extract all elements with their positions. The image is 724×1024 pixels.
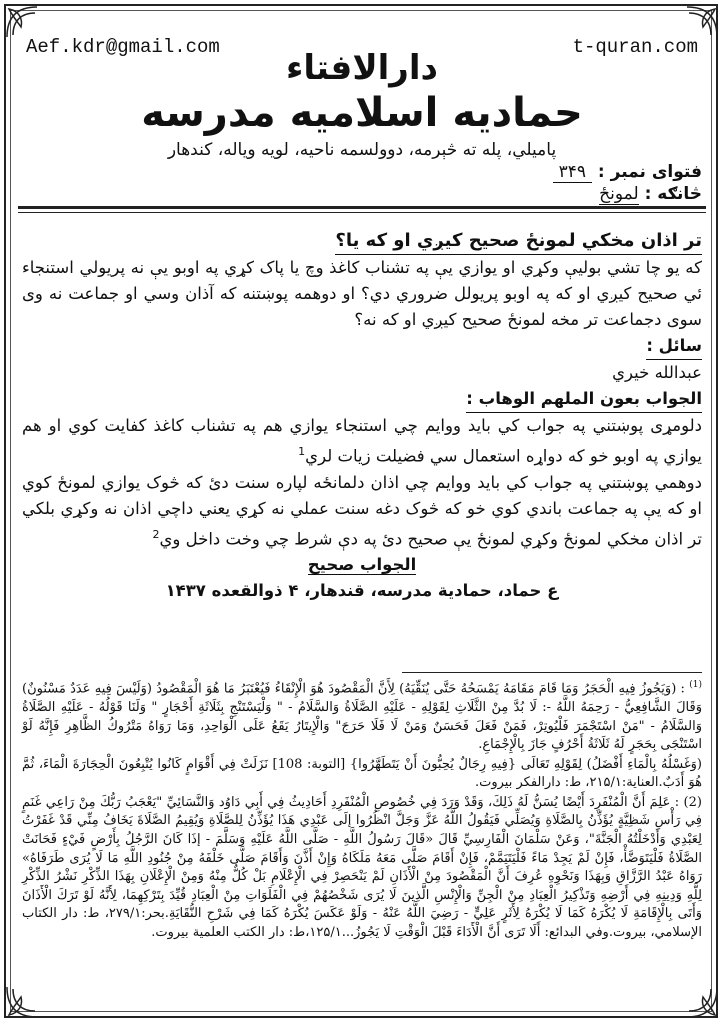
fatwa-number-value: ۳۴۹ bbox=[553, 162, 592, 183]
footnote-divider bbox=[402, 672, 702, 673]
header-divider-thin bbox=[18, 212, 706, 213]
footnotes bbox=[22, 676, 702, 944]
category-value: لمونځ bbox=[599, 184, 639, 204]
footnote-1-continued: (وَغَسْلُهُ بِالْمَاءِ أَفْضَلُ) لِقَوْلِهِ تَعَالَى {فِيهِ رِجَالٌ يُحِبُّونَ أَنْ يَتَطَهَّرُوا} [التوبة: 108] نَزَلَتْ فِي أَقْوَامٍ كَانُوا يُتْبِعُونَ الْحِجَارَةَ الْمَاءَ، ثُمَّ هُوَ أَدَبٌ.العناية:۲۱۵/۱، ط: دارالفکر بیروت. bbox=[22, 756, 703, 791]
asker-label: سائل : bbox=[646, 333, 702, 360]
website-link[interactable]: t-quran.com bbox=[572, 36, 698, 58]
category-field bbox=[599, 184, 702, 204]
footnote-1 bbox=[22, 676, 702, 755]
mufti-signature: ع حماد، حمادیة مدرسه، قندهار، ۴ ذوالقعده ۱۴۳۷ bbox=[165, 581, 559, 600]
madrasa-name: حمادیه اسلامیه مدرسه bbox=[141, 90, 583, 136]
asker-name: عبدالله خیري bbox=[612, 363, 702, 382]
category-label: څانګه : bbox=[644, 184, 702, 204]
fatwa-body bbox=[22, 228, 702, 604]
question-text: که یو چا تشي بولیې وکړي او یوازي یې په تشناب کاغذ وچ یا پاک کړي په اوبو یې نه پریولي استنجاء ئي صحیح کیږي او که په اوبو پریولل ضروري دي؟ او دوهمه پوښتنه که آذان وسي او جماعت نه وی سوی دجماعت تر مخه لمونځ صحیح کیږي او که نه؟ bbox=[22, 258, 702, 329]
answer-paragraph-2-text: دوهمي پوښتني په جواب کي باید ووایم چي اذان دلمانځه لپاره سنت دئ که څوک یوازي لمونځ کوي او که یې په جماعت باندي کوي خو که څوک دغه سنت عملي نه کړي یعني داچي اذان نه وکړي بلکي تر اذان مخکي لمونځ وکړي لمونځ یې صحیح دئ په دې شرط چي وخت داخل وي bbox=[22, 472, 702, 548]
address-line: پامیلي، پله ته څېرمه، دوولسمه ناحیه، لویه ویاله، کندهار bbox=[167, 140, 557, 160]
contact-email[interactable]: Aef.kdr@gmail.com bbox=[26, 36, 220, 58]
footnote-1-text: : (وَيَجُوزُ فِيهِ الْحَجَرُ وَمَا قَامَ مَقَامَهُ يَمْسَحُهُ حَتَّى يُنَقِّيَهُ) لِأَنَّ الْمَقْصُودَ هُوَ الْإِنْقَاءُ فَيُعْتَبَرُ مَا هُوَ الْمَقْصُودُ (وَلَيْسَ فِيهِ عَدَدٌ مَسْنُونٌ) وَقَالَ الشَّافِعِيُّ - رَحِمَهُ اللَّهُ -: لَا بُدَّ مِنْ الثَّلَاثِ لِقَوْلِهِ - عَلَيْهِ الصَّلَاةُ وَالسَّلَامُ - " وَلْيَسْتَنْجِ بِثَلَاثَةِ أَحْجَارٍ " وَلَنَا قَوْلُهُ - عَلَيْهِ الصَّلَاةُ وَالسَّلَامُ - "مَنْ اسْتَجْمَرَ فَلْيُوتِرْ، فَمَنْ فَعَلَ فَحَسَنٌ وَمَنْ لَا فَلَا حَرَجَ" وَالْإِيتَارُ يَقَعُ عَلَى الْوَاحِدِ، وَمَا رَوَاهُ مَتْرُوكُ الظَّاهِرِ فَإِنَّهُ لَوْ اسْتَنْجَى بِحَجَرٍ لَهُ ثَلَاثَةُ أَحْرُفٍ جَازَ بِالْإِجْمَاعِ. bbox=[22, 681, 702, 753]
header-divider bbox=[18, 206, 706, 209]
footnote-2: (2) : عَلِمَ أَنَّ الْمُنْفَرِدَ أَيْضًا يُسَنُّ لَهُ ذَلِكَ، وَقَدْ وَرَدَ فِي خُصُوصِ الْمُنْفَرِدِ أَحَادِيثُ فِي أَبِي دَاوُد وَالنَّسَائِيِّ "يَعْجَبُ رَبُّكَ مِنْ رَاعِي غَنَمٍ فِي رَأْسِ شَظِيَّةٍ يُؤَذِّنُ بِالصَّلَاةِ وَيُصَلِّي فَيَقُولُ اللَّهُ عَزَّ وَجَلَّ انْظُرُوا إلَى عَبْدِي هَذَا يُؤَذِّنُ لِلصَّلَاةِ وَيُقِيمُ الصَّلَاةَ يَخَافُ مِنِّي قَدْ غَفَرْتُ لِعَبْدِي وَأَدْخَلْتُهُ الْجَنَّةَ"، وَعَنْ سَلْمَانَ الْفَارِسِيِّ قَالَ «قَالَ رَسُولُ اللَّهِ - صَلَّى اللَّهُ عَلَيْهِ وَسَلَّمَ - إذَا كَانَ الرَّجُلُ بِأَرْضٍ فَيْءٍ فَحَانَتْ الصَّلَاةُ فَلْيَتَوَضَّأْ، فَإِنْ لَمْ يَجِدْ مَاءً فَلْيَتَيَمَّمْ، فَإِنْ أَقَامَ صَلَّى مَعَهُ مَلَكَاهُ وَإِنْ أَذَّنَ وَأَقَامَ صَلَّى خَلْفَهُ مِنْ جُنُودِ اللَّهِ مَا لَا يُرَى طَرَفَاهُ» رَوَاهُ عَبْدُ الرَّزَّاقِ وَبِهَذَا وَنَحْوِهِ عُرِفَ أَنَّ الْمَقْصُودَ مِنْ الْأَذَانِ لَمْ يَنْحَصِرْ فِي الْإِعْلَامِ بَلْ كُلٌّ مِنْهُ وَمِنْ الْإِعْلَانِ بِهَذَا الذِّكْرِ نَشْرُ الذِّكْرِ لِلَّهِ وَدِينِهِ فِي أَرْضِهِ وَتَذْكِيرُ الْعِبَادِ مِنْ الْجِنِّ وَالْإِنْسِ الَّذِينَ لَا يُرَى شَخْصُهُمْ فِي الْفَلَوَاتِ مِنْ الْعِبَادِ قُيِّدَ بِتَرْكِهِمَا، لِأَنَّهُ لَوْ تَرَكَ الْأَذَانَ وَأَتَى بِالْإِقَامَةِ لَا يُكْرَهُ كَمَا لَا يُكْرَهُ لِأَثَرٍ عَلِيٍّ - رَضِيَ اللَّهُ عَنْهُ - وَلَوْ عَكَسَ يُكْرَهُ كَمَا فِي شَرْحِ النُّقَايَةِ.بحر:۲۷۹/۱، ط: دار الکتاب الإسلامي، بیروت.وفي البدائع: أَلَا تَرَى أَنَّ الْأَدَاءَ قَبْلَ الْوَقْتِ لَا يَجُوزُ...۱۲۵/۱،ط: دار الکتب العلمیة بیروت. bbox=[22, 794, 702, 941]
question-title: تر اذان مخکي لمونځ صحیح کیږي او که یا؟ bbox=[335, 228, 702, 255]
answer-paragraph-2 bbox=[22, 470, 702, 553]
answer-paragraph-1 bbox=[22, 413, 702, 470]
footnote-ref-1[interactable]: 1 bbox=[298, 445, 306, 458]
verdict-label: الجواب صحیح bbox=[307, 555, 417, 574]
corner-ornament-icon bbox=[5, 985, 39, 1019]
footnote-ref-2[interactable]: 2 bbox=[152, 527, 160, 541]
institution-title: دارالافتاء bbox=[286, 48, 438, 88]
fatwa-number-field bbox=[553, 162, 702, 182]
fatwa-number-label: فتوای نمبر : bbox=[597, 162, 702, 182]
answer-title: الجواب بعون الملهم الوهاب : bbox=[466, 386, 702, 413]
corner-ornament-icon bbox=[685, 985, 719, 1019]
answer-paragraph-1-text: دلومړی پوښتني په جواب کي باید ووایم چي استنجاء یوازي هم په تشناب کاغذ کفایت کوي او هم یوازي په اوبو خو که دواړه استعمال سي فضیلت زیات لري bbox=[22, 416, 702, 466]
corner-ornament-icon bbox=[5, 5, 39, 39]
footnote-1-mark: (1) bbox=[689, 680, 702, 690]
corner-ornament-icon bbox=[685, 5, 719, 39]
